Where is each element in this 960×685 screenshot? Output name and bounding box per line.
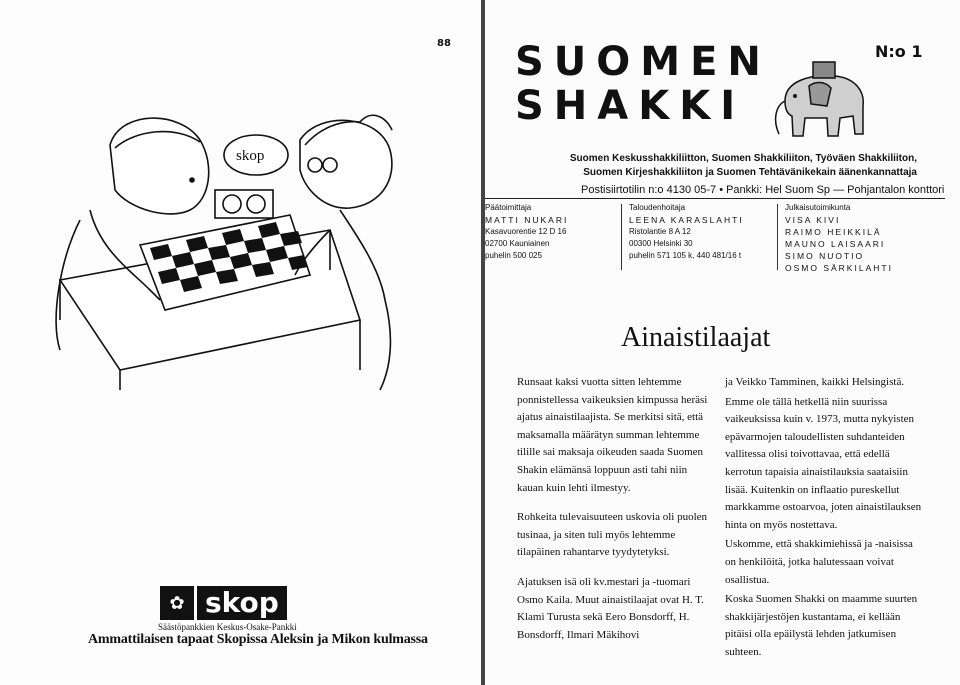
committee-member: OSMO SÄRKILAHTI [785, 263, 893, 273]
treasurer-name: LEENA KARASLAHTI [629, 215, 744, 225]
editor-heading: Päätoimittaja [485, 203, 532, 212]
treasurer-heading: Taloudenhoitaja [629, 203, 686, 212]
corner-mark: 88 [437, 38, 451, 49]
editor-box [485, 202, 568, 262]
box-divider [777, 204, 778, 270]
issue-number: N:o 1 [875, 42, 923, 61]
article-paragraph: Rohkeita tulevaisuuteen uskovia oli puolen tusinaa, ja siten tuli myös lehtemme tilapäinen rahantarve tyydytetyksi. [517, 511, 708, 559]
editor-street: Kasavuorentie 12 D 16 [485, 227, 567, 236]
committee-box [785, 202, 893, 274]
committee-member: VISA KIVI [785, 215, 841, 225]
article-paragraph: Ajatuksen isä oli kv.mestari ja -tuomari Osmo Kaila. Muut ainaistilaajat ovat H. T. Klami Turusta sekä Eero Bonsdorff, H. Bonsdorff, Ilmari Mäkihovi [517, 575, 704, 641]
committee-member: MAUNO LAISAARI [785, 239, 886, 249]
treasurer-city: 00300 Helsinki 30 [629, 239, 693, 248]
header-rule [485, 198, 945, 199]
skop-logo [160, 586, 287, 620]
article-column-2 [725, 374, 925, 674]
title-line-1: SUOMEN [515, 39, 771, 85]
editor-city: 02700 Kauniainen [485, 239, 550, 248]
ad-caption: Ammattilaisen tapaat Skopissa Aleksin ja Mikon kulmassa [88, 632, 428, 647]
right-page [485, 0, 960, 685]
speech-bubble-text: skop [236, 148, 265, 164]
committee-heading: Julkaisutoimikunta [785, 203, 851, 212]
committee-member: SIMO NUOTIO [785, 251, 865, 261]
chess-players-illustration [0, 70, 480, 400]
article-title: Ainaistilaajat [621, 322, 771, 353]
box-divider [621, 204, 622, 270]
magazine-title [515, 40, 771, 128]
bank-name: Säästöpankkien Keskus-Osake-Pankki [158, 622, 297, 632]
skop-mark-icon: ✿ [160, 586, 194, 620]
article-paragraph: Uskomme, että shakkimiehissä ja -naisissa on henkilöitä, jotka halutessaan voivat osallistua. [725, 538, 913, 586]
article-column-1 [517, 374, 713, 656]
publishers-line-1: Suomen Keskusshakkiliitton, Suomen Shakkiliiton, Työväen Shakkiliiton, [569, 153, 917, 164]
editor-name: MATTI NUKARI [485, 215, 569, 225]
editor-phone: puhelin 500 025 [485, 251, 542, 260]
treasurer-street: Ristolantie 8 A 12 [629, 227, 691, 236]
treasurer-box [629, 202, 744, 262]
postal-info: Postisiirtotilin n:o 4130 05-7 • Pankki: Hel Suom Sp — Pohjantalon konttori [581, 184, 945, 196]
committee-member: RAIMO HEIKKILÄ [785, 227, 882, 237]
publishers-line-2: Suomen Kirjeshakkiliiton ja Suomen Tehtävänikekain äänenkannattaja [583, 167, 917, 178]
elephant-icon [765, 56, 885, 146]
article-paragraph: Koska Suomen Shakki on maamme suurten shakkijärjestöjen kustantama, ei kellään pitäisi olla epäilystä lehden jatkumisen suhteen. [725, 593, 918, 658]
article-paragraph: ja Veikko Tamminen, kaikki Helsingistä. [725, 376, 905, 388]
title-line-2: SHAKKI [515, 83, 746, 129]
skop-logo-text: skop [197, 586, 287, 620]
article-paragraph: Runsaat kaksi vuotta sitten lehtemme ponnistellessa vaikeuksien kimpussa heräsi ajatus ainaistilaajista. Se merkitsi sitä, että maksamalla määrätyn summan lehtemme tilille sai maksaja oikeuden saada Suomen Shakin elämänsä loppuun asti tahi niin kauan kuin lehti ilmestyy. [517, 376, 708, 494]
publishers [567, 152, 917, 180]
treasurer-phone: puhelin 571 105 k, 440 481/16 t [629, 251, 742, 260]
article-paragraph: Emme ole tällä hetkellä niin suurissa vaikeuksissa kuin v. 1973, mutta nykyisten epävarmojen taloudellisten suhdanteiden vallitessa olisi toivottavaa, että edellä kerrotun tapaisia ainaistilauksia saataisiin lisää. Kuitenkin on inflaatio pureskellut markkamme ostoarvoa, joten ainaistilauksen hinta on myös nostettava. [725, 395, 922, 531]
